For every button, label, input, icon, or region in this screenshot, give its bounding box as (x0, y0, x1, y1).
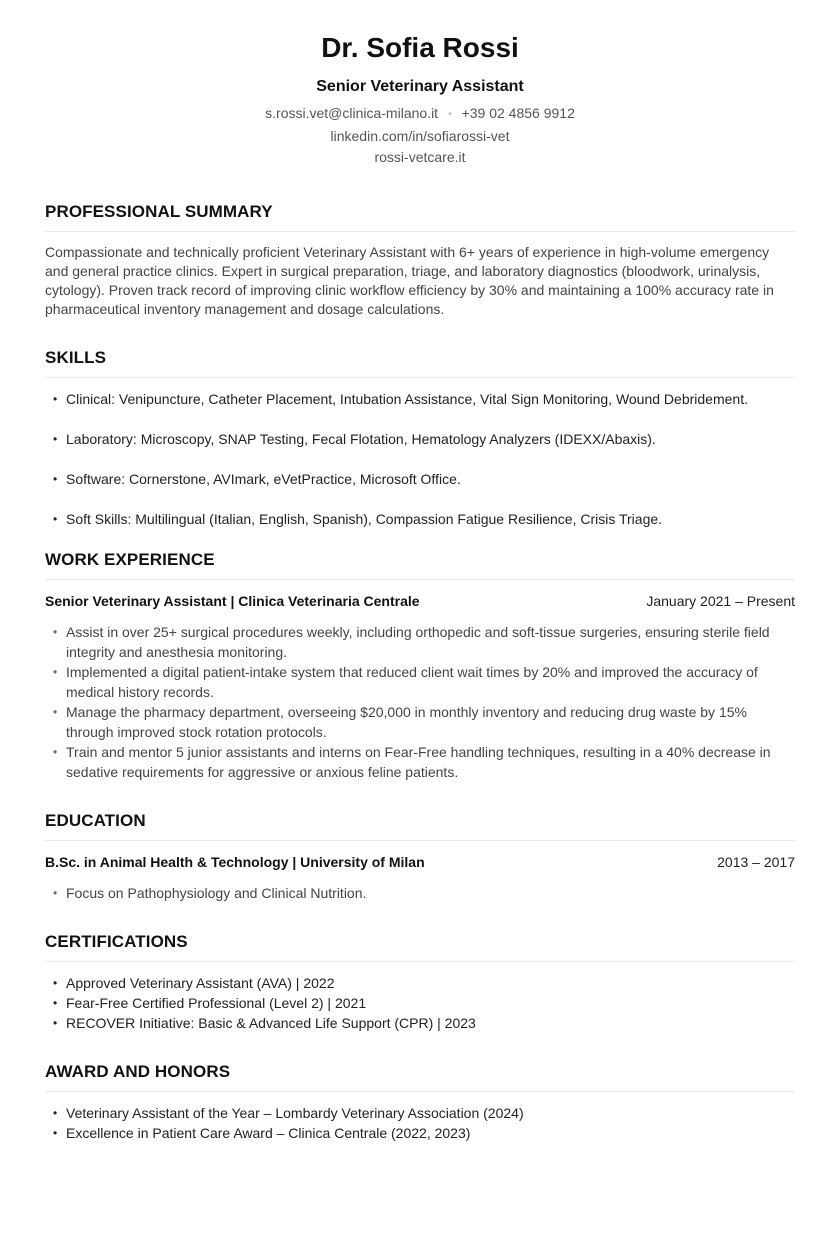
list-item: • Train and mentor 5 junior assistants and interns on Fear-Free handling techniques, resulting in a 40% decrease in sedative requirements for aggressive or anxious feline patients. (45, 742, 795, 782)
list-item: • Software: Cornerstone, AVImark, eVetPractice, Microsoft Office. (45, 469, 795, 489)
skills-list (45, 389, 795, 529)
section-heading: AWARD AND HONORS (45, 1061, 795, 1092)
candidate-title: Senior Veterinary Assistant (316, 78, 524, 95)
experience-section (45, 549, 795, 782)
contact-separator: • (448, 109, 452, 120)
awards-section (45, 1061, 795, 1143)
list-item: • Excellence in Patient Care Award – Clinica Centrale (2022, 2023) (45, 1123, 795, 1143)
phone-number: +39 02 4856 9912 (461, 105, 575, 121)
linkedin-link[interactable]: linkedin.com/in/sofiarossi-vet (330, 128, 510, 144)
list-item: • Approved Veterinary Assistant (AVA) | 2022 (45, 973, 795, 993)
job-header (45, 592, 795, 610)
summary-section (45, 201, 795, 319)
job-role: Senior Veterinary Assistant | Clinica Veterinaria Centrale (45, 593, 420, 609)
list-item: • Veterinary Assistant of the Year – Lombardy Veterinary Association (2024) (45, 1103, 795, 1123)
summary-text: Compassionate and technically proficient Veterinary Assistant with 6+ years of experience in high-volume emergency and general practice clinics. Expert in surgical preparation, triage, and laboratory diagnostics (bloodwork, urinalysis, cytology). Proven track record of improving clinic workflow efficiency by 30% and maintaining a 100% accuracy rate in pharmaceutical inventory management and dosage calculations. (45, 244, 774, 317)
website-link[interactable]: rossi-vetcare.it (374, 149, 466, 165)
contact-row (45, 104, 795, 124)
section-heading: SKILLS (45, 347, 795, 378)
list-item: • Clinical: Venipuncture, Catheter Placement, Intubation Assistance, Vital Sign Monitoring, Wound Debridement. (45, 389, 795, 409)
list-item: • Laboratory: Microscopy, SNAP Testing, Fecal Flotation, Hematology Analyzers (IDEXX/Abaxis). (45, 429, 795, 449)
certifications-list (45, 973, 795, 1033)
email-link[interactable]: s.rossi.vet@clinica-milano.it (265, 105, 439, 121)
list-item: • Focus on Pathophysiology and Clinical Nutrition. (45, 883, 795, 903)
list-item: • Fear-Free Certified Professional (Level 2) | 2021 (45, 993, 795, 1013)
section-heading: WORK EXPERIENCE (45, 549, 795, 580)
job-dates: January 2021 – Present (646, 593, 795, 609)
education-section (45, 810, 795, 903)
resume-header (45, 0, 795, 166)
section-heading: CERTIFICATIONS (45, 931, 795, 962)
awards-list (45, 1103, 795, 1143)
skills-section (45, 347, 795, 529)
list-item: • Soft Skills: Multilingual (Italian, English, Spanish), Compassion Fatigue Resilience, Crisis Triage. (45, 509, 795, 529)
education-header (45, 853, 795, 871)
list-item: • Implemented a digital patient-intake system that reduced client wait times by 20% and improved the accuracy of medical history records. (45, 662, 795, 702)
list-item: • RECOVER Initiative: Basic & Advanced Life Support (CPR) | 2023 (45, 1013, 795, 1033)
list-item: • Assist in over 25+ surgical procedures weekly, including orthopedic and soft-tissue surgeries, ensuring sterile field integrity and anesthesia monitoring. (45, 622, 795, 662)
certifications-section (45, 931, 795, 1033)
job-bullets (45, 622, 795, 782)
education-dates: 2013 – 2017 (717, 854, 795, 870)
section-heading: EDUCATION (45, 810, 795, 841)
list-item: • Manage the pharmacy department, overseeing $20,000 in monthly inventory and reducing drug waste by 15% through improved stock rotation protocols. (45, 702, 795, 742)
education-bullets (45, 883, 795, 903)
candidate-name: Dr. Sofia Rossi (321, 32, 519, 63)
section-heading: PROFESSIONAL SUMMARY (45, 201, 795, 232)
degree-name: B.Sc. in Animal Health & Technology | University of Milan (45, 854, 425, 870)
